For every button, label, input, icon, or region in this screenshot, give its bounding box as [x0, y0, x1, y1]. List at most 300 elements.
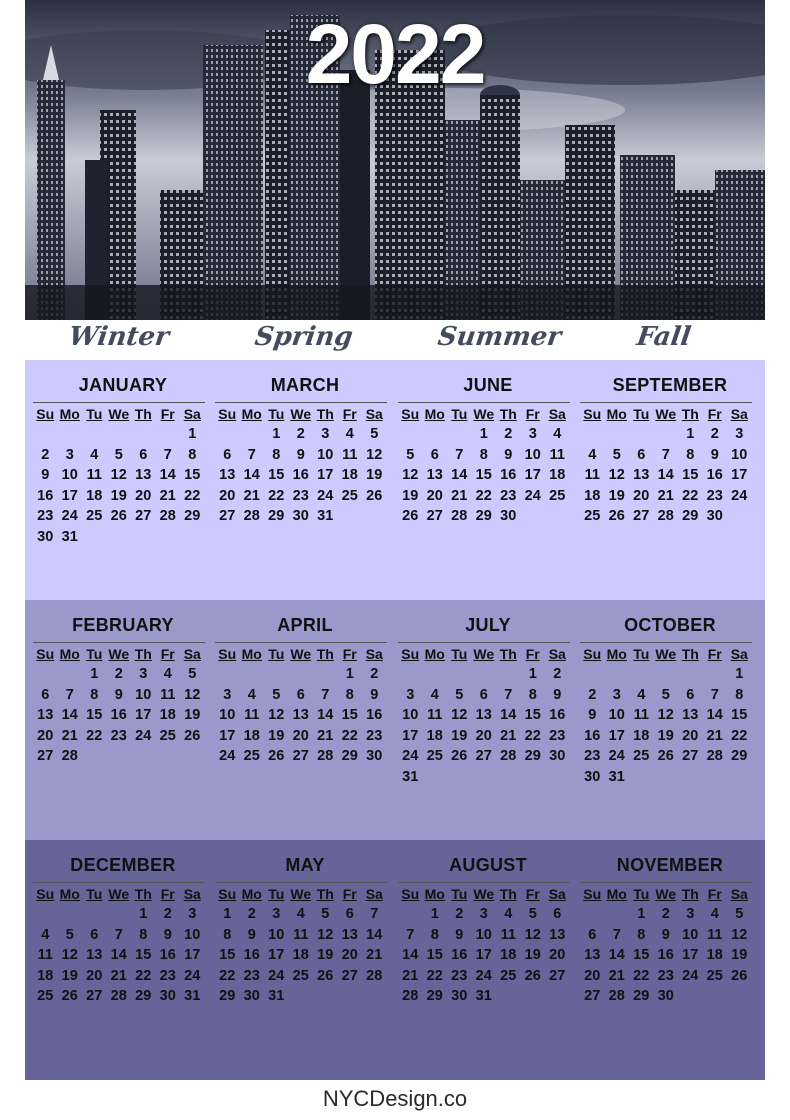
day-cell: 4	[90, 446, 99, 463]
day-cell: 21	[61, 727, 78, 744]
day-cell: 28	[608, 988, 625, 1004]
empty-day-cell	[107, 424, 132, 445]
day-cell: 9	[247, 926, 256, 943]
day-cell: 11	[244, 707, 260, 723]
weekday-header: Fr	[707, 886, 722, 902]
day-cell: 21	[366, 947, 383, 963]
month-divider	[215, 402, 387, 403]
day-cell: 15	[633, 947, 650, 963]
day-cell: 25	[341, 487, 358, 504]
day-cell: 19	[524, 947, 541, 963]
weekday-header: Th	[316, 886, 334, 902]
weekday-header: Sa	[548, 886, 566, 902]
day-cell: 9	[588, 707, 597, 723]
day-cell: 9	[455, 926, 464, 943]
day-cell: 4	[588, 446, 597, 463]
day-cell: 28	[110, 988, 127, 1004]
day-cell: 8	[345, 686, 354, 703]
day-cell: 4	[553, 426, 562, 442]
empty-day-cell	[58, 904, 83, 925]
day-cell: 2	[455, 906, 464, 922]
day-cell: 24	[61, 508, 78, 524]
day-cell: 31	[317, 508, 334, 524]
day-cell: 2	[661, 906, 670, 922]
day-cell: 22	[184, 487, 201, 504]
day-cell: 28	[451, 508, 468, 524]
day-cell: 3	[223, 686, 232, 703]
empty-day-cell	[107, 904, 132, 925]
city-skyline-photo	[25, 0, 765, 320]
weekday-header: Th	[499, 406, 517, 422]
weekday-header: We	[655, 646, 677, 662]
day-cell: 19	[184, 707, 201, 723]
day-cell: 13	[426, 467, 443, 483]
day-cell: 22	[86, 727, 103, 744]
day-cell: 31	[608, 768, 625, 785]
month-divider	[33, 402, 205, 403]
weekday-header: Th	[134, 406, 152, 422]
weekday-header: Tu	[451, 646, 468, 662]
day-cell: 20	[135, 487, 152, 504]
month-divider	[398, 882, 570, 883]
month-august	[398, 852, 578, 1007]
empty-day-cell	[131, 424, 156, 445]
day-cell: 16	[366, 707, 383, 723]
day-cell: 26	[608, 508, 625, 524]
day-cell: 23	[159, 967, 176, 984]
day-cell: 11	[37, 947, 53, 963]
day-cell: 29	[426, 988, 443, 1004]
empty-day-cell	[580, 904, 605, 925]
day-cell: 27	[475, 748, 492, 764]
empty-day-cell	[580, 664, 605, 685]
weekday-header: Fr	[160, 646, 175, 662]
day-cell: 5	[65, 926, 74, 943]
day-cell: 13	[292, 707, 309, 723]
month-name: JANUARY	[78, 375, 168, 395]
weekday-header: We	[108, 646, 130, 662]
day-cell: 9	[553, 686, 562, 703]
weekday-header: Tu	[451, 406, 468, 422]
day-cell: 18	[159, 707, 176, 723]
day-cell: 14	[317, 707, 334, 723]
day-cell: 5	[455, 686, 464, 703]
day-cell: 1	[90, 666, 99, 682]
day-cell: 20	[37, 727, 54, 744]
day-cell: 2	[163, 906, 172, 922]
day-cell: 24	[608, 748, 625, 764]
day-cell: 12	[731, 926, 748, 943]
day-cell: 16	[451, 947, 468, 963]
day-cell: 6	[223, 446, 232, 463]
day-cell: 14	[159, 467, 176, 483]
day-grid	[398, 885, 578, 1007]
empty-day-cell	[82, 904, 107, 925]
day-cell: 11	[584, 467, 600, 483]
day-cell: 8	[272, 446, 281, 463]
day-cell: 2	[296, 426, 305, 442]
day-cell: 15	[341, 707, 358, 723]
day-cell: 18	[243, 727, 260, 744]
empty-day-cell	[654, 424, 679, 445]
weekday-header: Mo	[606, 406, 627, 422]
day-cell: 23	[366, 727, 383, 744]
day-cell: 25	[500, 967, 517, 984]
day-cell: 31	[184, 988, 201, 1004]
weekday-header: Sa	[183, 886, 201, 902]
day-cell: 15	[184, 467, 201, 483]
day-cell: 18	[292, 947, 309, 963]
day-cell: 23	[243, 967, 260, 984]
weekday-header: Tu	[86, 406, 103, 422]
day-cell: 18	[500, 947, 517, 963]
day-cell: 11	[293, 926, 309, 943]
day-cell: 14	[608, 947, 625, 963]
day-cell: 5	[735, 906, 744, 922]
footer-site-name: NYCDesign.co	[322, 1086, 468, 1111]
day-cell: 29	[731, 748, 748, 764]
weekday-header: We	[655, 886, 677, 902]
day-cell: 2	[370, 666, 379, 682]
day-cell: 17	[731, 467, 748, 483]
day-cell: 23	[500, 487, 517, 504]
weekday-header: Fr	[707, 646, 722, 662]
day-cell: 16	[706, 467, 723, 483]
day-cell: 13	[37, 707, 54, 723]
month-may	[215, 852, 395, 1007]
day-cell: 24	[402, 748, 419, 764]
day-cell: 11	[500, 926, 516, 943]
day-cell: 20	[633, 487, 650, 504]
day-cell: 9	[370, 686, 379, 703]
weekday-header: Mo	[59, 886, 80, 902]
empty-day-cell	[629, 664, 654, 685]
day-cell: 1	[272, 426, 281, 442]
day-cell: 14	[61, 707, 78, 723]
day-cell: 20	[682, 727, 699, 744]
day-cell: 3	[735, 426, 744, 442]
day-cell: 24	[135, 727, 152, 744]
weekday-header: Sa	[365, 406, 383, 422]
weekday-header: Mo	[424, 646, 445, 662]
empty-day-cell	[580, 424, 605, 445]
month-october	[580, 612, 760, 787]
weekday-header: Sa	[548, 406, 566, 422]
day-cell: 3	[65, 446, 74, 463]
day-cell: 20	[341, 947, 358, 963]
empty-day-cell	[605, 904, 630, 925]
day-cell: 18	[633, 727, 650, 744]
day-cell: 10	[731, 446, 748, 463]
month-divider	[580, 642, 752, 643]
day-cell: 28	[657, 508, 674, 524]
empty-day-cell	[58, 424, 83, 445]
day-cell: 18	[706, 947, 723, 963]
day-cell: 24	[524, 487, 541, 504]
day-cell: 7	[661, 446, 670, 463]
day-cell: 31	[475, 988, 492, 1004]
weekday-header: Su	[36, 646, 55, 662]
day-cell: 4	[345, 426, 354, 442]
day-cell: 22	[633, 967, 650, 984]
day-cell: 1	[479, 426, 488, 442]
day-cell: 11	[160, 686, 176, 703]
day-cell: 5	[188, 666, 197, 682]
day-cell: 17	[475, 947, 492, 963]
day-cell: 5	[321, 906, 330, 922]
day-grid	[33, 885, 213, 1007]
day-cell: 13	[549, 926, 566, 943]
day-cell: 12	[317, 926, 334, 943]
day-cell: 17	[524, 467, 541, 483]
day-cell: 11	[633, 707, 649, 723]
weekday-header: Su	[583, 886, 602, 902]
empty-day-cell	[678, 664, 703, 685]
weekday-header: Su	[401, 406, 420, 422]
day-cell: 16	[243, 947, 260, 963]
day-cell: 17	[135, 707, 152, 723]
day-cell: 12	[524, 926, 541, 943]
day-cell: 27	[37, 748, 54, 764]
empty-day-cell	[264, 664, 289, 685]
empty-day-cell	[156, 424, 181, 445]
season-fall: Fall	[634, 322, 693, 352]
day-cell: 11	[549, 446, 565, 463]
weekday-header: Sa	[365, 886, 383, 902]
weekday-header: We	[108, 886, 130, 902]
empty-day-cell	[215, 424, 240, 445]
day-cell: 3	[686, 906, 695, 922]
day-cell: 24	[682, 967, 699, 984]
day-cell: 15	[86, 707, 103, 723]
day-cell: 6	[430, 446, 439, 463]
day-cell: 6	[553, 906, 562, 922]
day-cell: 13	[682, 707, 699, 723]
day-cell: 21	[317, 727, 334, 744]
day-cell: 8	[528, 686, 537, 703]
day-cell: 18	[549, 467, 566, 483]
day-cell: 28	[61, 748, 78, 764]
weekday-header: We	[655, 406, 677, 422]
day-cell: 29	[268, 508, 285, 524]
day-cell: 8	[479, 446, 488, 463]
day-cell: 15	[731, 707, 748, 723]
month-divider	[398, 402, 570, 403]
day-cell: 25	[37, 988, 54, 1004]
day-cell: 19	[61, 967, 78, 984]
day-cell: 6	[139, 446, 148, 463]
day-cell: 27	[584, 988, 601, 1004]
day-cell: 2	[504, 426, 513, 442]
day-cell: 4	[296, 906, 305, 922]
day-cell: 26	[402, 508, 419, 524]
weekday-header: Fr	[525, 886, 540, 902]
day-cell: 27	[682, 748, 699, 764]
day-cell: 19	[317, 947, 334, 963]
day-cell: 10	[402, 707, 419, 723]
day-cell: 16	[110, 707, 127, 723]
month-name: JULY	[465, 615, 511, 635]
day-cell: 27	[549, 967, 566, 984]
month-name: SEPTEMBER	[612, 375, 728, 395]
day-cell: 15	[219, 947, 236, 963]
weekday-header: Tu	[268, 886, 285, 902]
empty-day-cell	[82, 424, 107, 445]
weekday-header: Th	[499, 886, 517, 902]
day-cell: 9	[504, 446, 513, 463]
day-cell: 26	[268, 748, 285, 764]
day-cell: 27	[426, 508, 443, 524]
day-cell: 7	[455, 446, 464, 463]
day-cell: 23	[37, 508, 54, 524]
day-cell: 19	[451, 727, 468, 744]
weekday-header: Mo	[241, 886, 262, 902]
day-cell: 29	[135, 988, 152, 1004]
day-cell: 3	[188, 906, 197, 922]
day-cell: 4	[163, 666, 172, 682]
day-cell: 23	[110, 727, 127, 744]
weekday-header: Su	[36, 886, 55, 902]
day-cell: 8	[637, 926, 646, 943]
day-cell: 7	[65, 686, 74, 703]
weekday-header: Fr	[160, 886, 175, 902]
day-grid	[580, 645, 760, 787]
day-cell: 12	[61, 947, 78, 963]
empty-day-cell	[605, 664, 630, 685]
day-cell: 14	[500, 707, 517, 723]
weekday-header: Fr	[160, 406, 175, 422]
day-cell: 1	[188, 426, 197, 442]
day-cell: 27	[135, 508, 152, 524]
day-cell: 7	[114, 926, 123, 943]
day-cell: 6	[296, 686, 305, 703]
day-cell: 29	[475, 508, 492, 524]
day-cell: 16	[584, 727, 601, 744]
day-cell: 28	[159, 508, 176, 524]
day-grid	[580, 885, 760, 1007]
day-cell: 21	[110, 967, 127, 984]
day-cell: 30	[243, 988, 260, 1004]
day-grid	[33, 645, 213, 767]
day-cell: 14	[243, 467, 260, 483]
weekday-header: Mo	[424, 886, 445, 902]
day-cell: 12	[451, 707, 468, 723]
weekday-header: Su	[401, 646, 420, 662]
day-cell: 18	[341, 467, 358, 483]
day-cell: 30	[657, 988, 674, 1004]
day-cell: 18	[584, 487, 601, 504]
day-cell: 12	[110, 467, 127, 483]
day-grid	[215, 645, 395, 767]
day-cell: 28	[317, 748, 334, 764]
day-cell: 7	[710, 686, 719, 703]
day-cell: 5	[406, 446, 415, 463]
day-cell: 11	[342, 446, 358, 463]
empty-day-cell	[629, 424, 654, 445]
day-cell: 6	[41, 686, 50, 703]
day-cell: 1	[637, 906, 646, 922]
weekday-header: Sa	[548, 646, 566, 662]
day-cell: 18	[426, 727, 443, 744]
day-cell: 26	[366, 487, 383, 504]
weekday-header: Su	[218, 886, 237, 902]
day-cell: 24	[184, 967, 201, 984]
day-cell: 6	[345, 906, 354, 922]
empty-day-cell	[447, 664, 472, 685]
day-cell: 22	[426, 967, 443, 984]
empty-day-cell	[423, 424, 448, 445]
weekday-header: Mo	[241, 406, 262, 422]
weekday-header: Su	[401, 886, 420, 902]
empty-day-cell	[654, 664, 679, 685]
empty-day-cell	[33, 424, 58, 445]
day-cell: 9	[296, 446, 305, 463]
day-cell: 23	[451, 967, 468, 984]
day-cell: 10	[268, 926, 285, 943]
day-cell: 30	[366, 748, 383, 764]
weekday-header: Fr	[707, 406, 722, 422]
day-cell: 15	[475, 467, 492, 483]
weekday-header: Th	[499, 646, 517, 662]
weekday-header: Tu	[633, 406, 650, 422]
day-cell: 22	[219, 967, 236, 984]
day-cell: 30	[549, 748, 566, 764]
day-cell: 3	[139, 666, 148, 682]
day-cell: 6	[90, 926, 99, 943]
day-cell: 5	[272, 686, 281, 703]
day-cell: 26	[451, 748, 468, 764]
month-april	[215, 612, 395, 767]
day-cell: 14	[451, 467, 468, 483]
day-cell: 21	[657, 487, 674, 504]
day-cell: 24	[475, 967, 492, 984]
month-divider	[580, 402, 752, 403]
day-cell: 19	[110, 487, 127, 504]
day-cell: 1	[223, 906, 232, 922]
day-cell: 27	[633, 508, 650, 524]
day-cell: 16	[159, 947, 176, 963]
weekday-header: We	[290, 406, 312, 422]
month-january	[33, 372, 213, 547]
day-cell: 25	[549, 487, 566, 504]
day-cell: 15	[682, 467, 699, 483]
day-cell: 22	[731, 727, 748, 744]
month-name: NOVEMBER	[616, 855, 724, 875]
weekday-header: Tu	[86, 886, 103, 902]
day-cell: 4	[41, 926, 50, 943]
day-cell: 10	[682, 926, 699, 943]
day-cell: 25	[243, 748, 260, 764]
day-cell: 17	[61, 487, 78, 504]
day-cell: 30	[584, 768, 601, 785]
day-cell: 22	[475, 487, 492, 504]
day-cell: 7	[612, 926, 621, 943]
day-grid	[580, 405, 760, 527]
day-cell: 30	[706, 508, 723, 524]
day-cell: 22	[524, 727, 541, 744]
day-cell: 19	[366, 467, 383, 483]
empty-day-cell	[215, 664, 240, 685]
day-cell: 20	[426, 487, 443, 504]
day-cell: 18	[37, 967, 54, 984]
day-cell: 17	[219, 727, 236, 744]
day-cell: 9	[661, 926, 670, 943]
day-cell: 24	[268, 967, 285, 984]
empty-day-cell	[398, 904, 423, 925]
weekday-header: Sa	[183, 406, 201, 422]
weekday-header: Tu	[268, 646, 285, 662]
day-cell: 23	[292, 487, 309, 504]
